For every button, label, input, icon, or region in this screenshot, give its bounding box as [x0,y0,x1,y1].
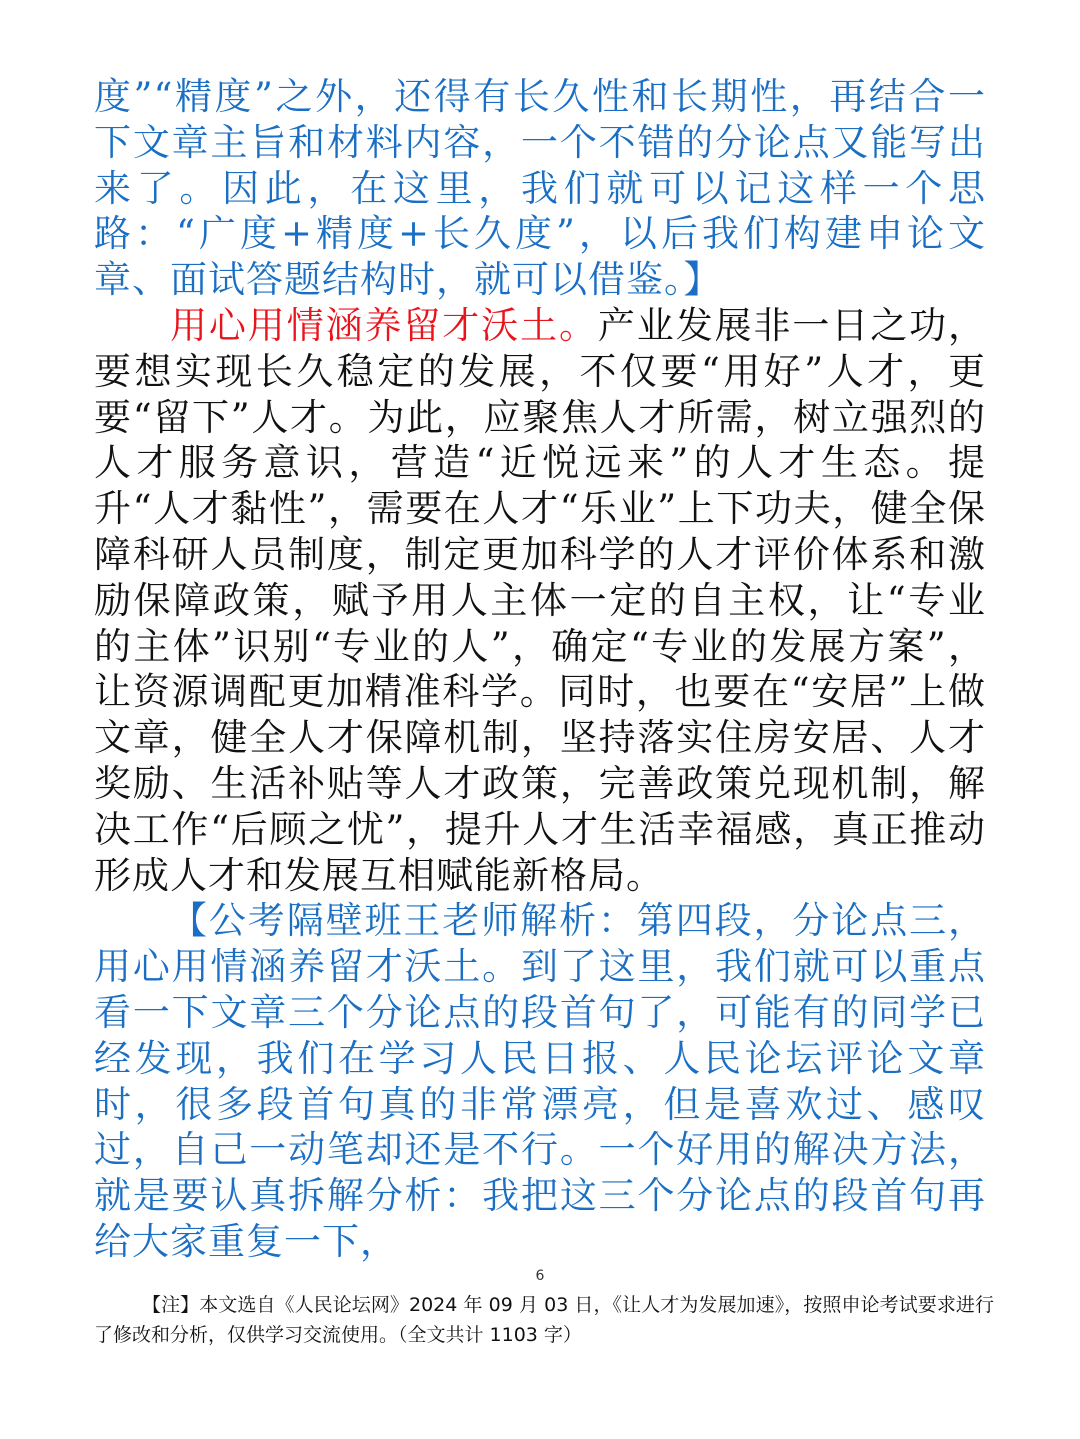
source-footnote: 【注】本文选自《人民论坛网》2024 年 09 月 03 日，《让人才为发展加速》，按照申论考试要求进行了修改和分析，仅供学习交流使用。（全文共计 1103 字） [94,1294,994,1346]
subpoint-three-paragraph [94,303,986,898]
teacher-analysis-paragraph: 【公考隔壁班王老师解析：第四段，分论点三，用心用情涵养留才沃土。到了这里，我们就可以重点看一下文章三个分论点的段首句了，可能有的同学已经发现，我们在学习人民日报、人民论坛评论文章时，很多段首句真的非常漂亮，但是喜欢过、感叹过，自己一动笔却还是不行。一个好用的解决方法，就是要认真拆解分析：我把这三个分论点的段首句再给大家重复一下， [94,899,986,1263]
analysis-paragraph-continued: 度”“精度”之外，还得有长久性和长期性，再结合一下文章主旨和材料内容，一个不错的分论点又能写出来了。因此，在这里，我们就可以记这样一个思路：“广度+精度+长久度”，以后我们构建申论文章、面试答题结构时，就可以借鉴。】 [94,75,986,302]
subpoint-three-body: 产业发展非一日之功，要想实现长久稳定的发展，不仅要“用好”人才，更要“留下”人才。为此，应聚焦人才所需，树立强烈的人才服务意识，营造“近悦远来”的人才生态。提升“人才黏性”，需要在人才“乐业”上下功夫，健全保障科研人员制度，制定更加科学的人才评价体系和激励保障政策，赋予用人主体一定的自主权，让“专业的主体”识别“专业的人”，确定“专业的发展方案”，让资源调配更加精准科学。同时，也要在“安居”上做文章，健全人才保障机制，坚持落实住房安居、人才奖励、生活补贴等人才政策，完善政策兑现机制，解决工作“后顾之忧”，提升人才生活幸福感，真正推动形成人才和发展互相赋能新格局。 [94,303,987,897]
page-number: 6 [535,1268,545,1284]
subpoint-three-heading: 用心用情涵养留才沃土。 [170,303,598,347]
document-body [94,74,986,1265]
